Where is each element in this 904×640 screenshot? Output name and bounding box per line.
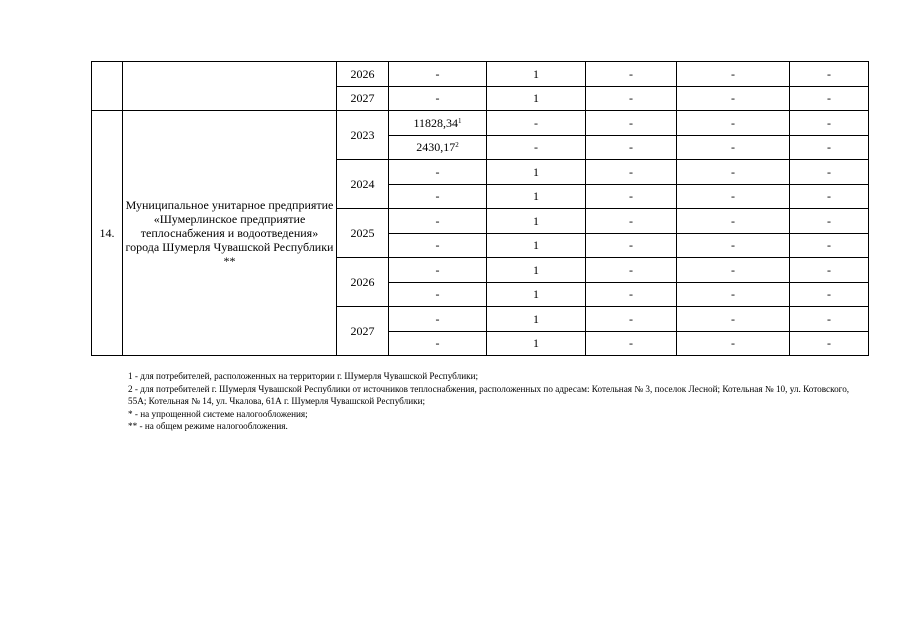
footnote-1: 1 - для потребителей, расположенных на территории г. Шумерля Чувашской Республики; <box>128 371 479 381</box>
value-cell: - <box>790 233 869 258</box>
value-cell: - <box>677 307 790 332</box>
value-cell: - <box>677 111 790 136</box>
value-cell: - <box>389 258 487 283</box>
value-cell: 1 <box>487 209 586 234</box>
value-cell: - <box>389 160 487 185</box>
value-cell: - <box>389 86 487 111</box>
footnote-mark: 2 <box>455 141 459 150</box>
value-cell: - <box>586 135 677 160</box>
value-cell: - <box>677 135 790 160</box>
value-cell: - <box>790 86 869 111</box>
value-cell: - <box>389 282 487 307</box>
value-cell <box>389 135 487 160</box>
year-cell: 2026 <box>337 258 389 307</box>
value-cell: 1 <box>487 160 586 185</box>
value-cell: - <box>389 62 487 87</box>
value-cell <box>389 111 487 136</box>
value-cell: - <box>586 209 677 234</box>
value-cell: 1 <box>487 282 586 307</box>
value-cell: - <box>790 62 869 87</box>
value-cell: - <box>677 233 790 258</box>
footnote-mark: 1 <box>458 116 462 125</box>
value-text: 2430,17 <box>416 140 456 155</box>
value-cell: - <box>389 184 487 209</box>
footnotes <box>128 370 858 433</box>
value-cell: 1 <box>487 184 586 209</box>
table-row <box>92 62 869 87</box>
year-cell: 2026 <box>337 62 389 87</box>
footnote-simplified-tax: * - на упрощенной системе налогообложения; <box>128 408 308 419</box>
value-cell: - <box>586 331 677 356</box>
entry-number: 14. <box>92 111 123 356</box>
value-cell: - <box>586 86 677 111</box>
organization-name: Муниципальное унитарное предприятие «Шумерлинское предприятие теплоснабжения и водоотведения» города Шумерля Чувашской Республики ** <box>123 111 337 356</box>
number-cell-empty <box>92 62 123 111</box>
value-cell: - <box>586 233 677 258</box>
value-cell: - <box>586 62 677 87</box>
value-cell: - <box>389 209 487 234</box>
value-text: 11828,34 <box>413 115 459 130</box>
value-cell: - <box>677 331 790 356</box>
value-cell: 1 <box>487 258 586 283</box>
value-cell: - <box>677 258 790 283</box>
value-cell: - <box>677 62 790 87</box>
value-cell: - <box>487 135 586 160</box>
value-cell: 1 <box>487 86 586 111</box>
value-cell: - <box>790 160 869 185</box>
value-cell: - <box>487 111 586 136</box>
value-cell: - <box>586 258 677 283</box>
value-cell: - <box>586 160 677 185</box>
organization-cell-empty <box>123 62 337 111</box>
year-cell: 2023 <box>337 111 389 160</box>
value-cell: - <box>790 258 869 283</box>
value-cell: - <box>790 209 869 234</box>
value-cell: - <box>790 184 869 209</box>
tariff-table <box>91 61 869 356</box>
value-cell: - <box>677 160 790 185</box>
value-cell: - <box>790 307 869 332</box>
footnote-2: 2 - для потребителей г. Шумерля Чувашской Республики от источников теплоснабжения, расположенных по адресам: Котельная № 3, поселок Лесной; Котельная № 10, ул. Котовского, 55А; Котельная № 14, ул. Чкалова, 61А г. Шумерля Чувашской Республики; <box>128 383 850 406</box>
value-cell: - <box>677 86 790 111</box>
value-cell: - <box>586 282 677 307</box>
value-cell: - <box>790 135 869 160</box>
value-cell: - <box>389 307 487 332</box>
value-cell: - <box>389 331 487 356</box>
value-cell: - <box>790 111 869 136</box>
value-cell: - <box>790 282 869 307</box>
year-cell: 2025 <box>337 209 389 258</box>
value-cell: - <box>389 233 487 258</box>
table-row <box>92 111 869 136</box>
year-cell: 2027 <box>337 307 389 356</box>
value-cell: - <box>586 184 677 209</box>
value-cell: - <box>677 282 790 307</box>
value-cell: - <box>586 111 677 136</box>
year-cell: 2024 <box>337 160 389 209</box>
value-cell: - <box>586 307 677 332</box>
value-cell: 1 <box>487 331 586 356</box>
value-cell: - <box>677 209 790 234</box>
value-cell: 1 <box>487 233 586 258</box>
value-cell: - <box>677 184 790 209</box>
value-cell: 1 <box>487 307 586 332</box>
value-cell: 1 <box>487 62 586 87</box>
footnote-general-tax: ** - на общем режиме налогообложения. <box>128 421 288 431</box>
year-cell: 2027 <box>337 86 389 111</box>
value-cell: - <box>790 331 869 356</box>
